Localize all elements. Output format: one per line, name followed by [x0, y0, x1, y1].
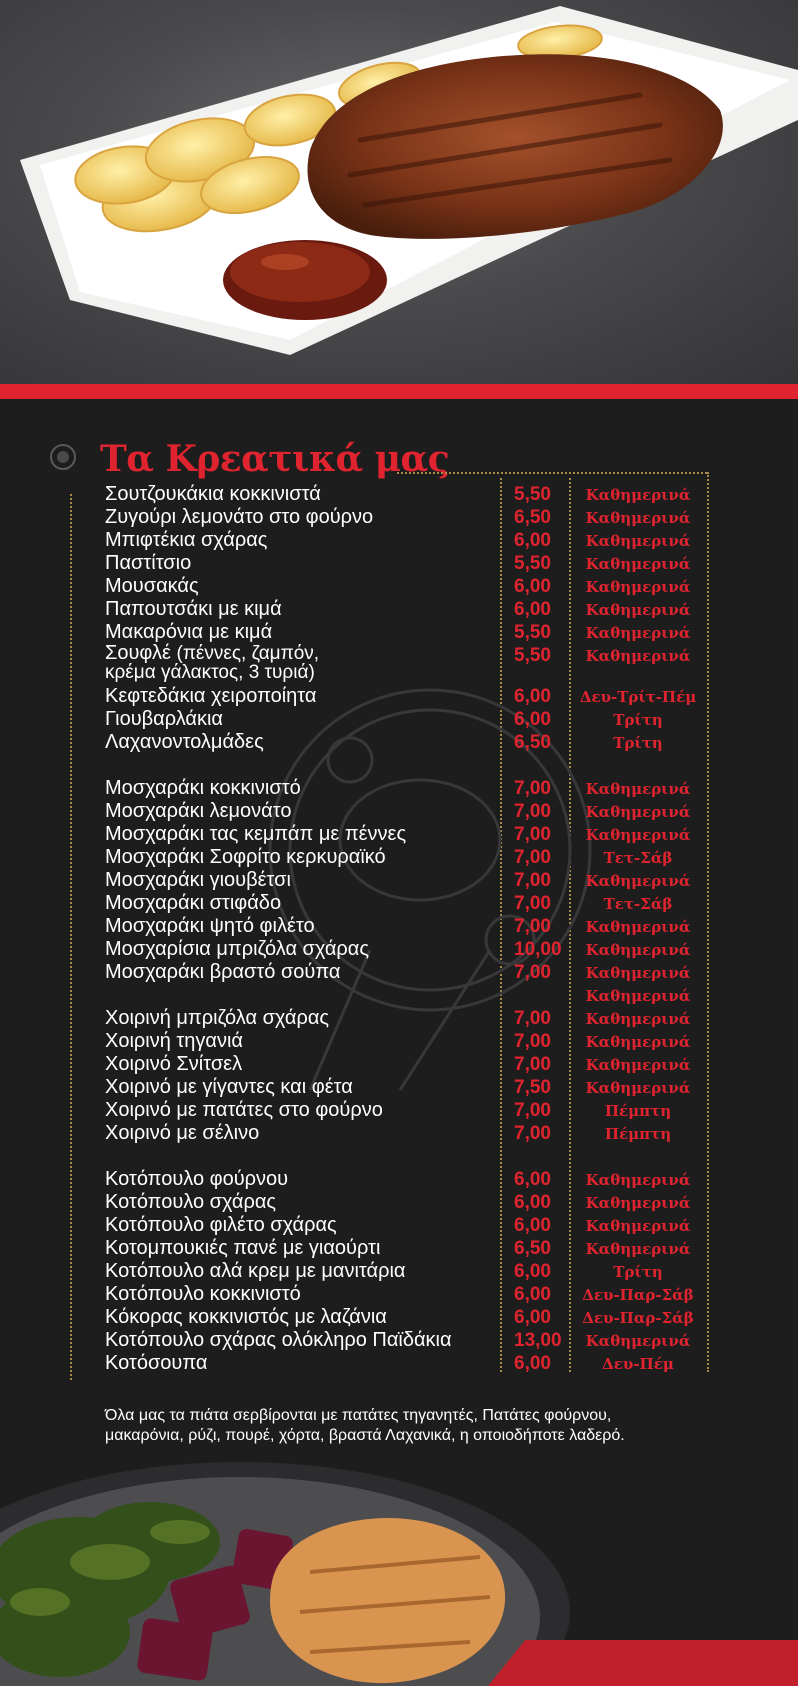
dish-name-text: Μοσχαράκι κοκκινιστό — [105, 777, 301, 799]
dish-name — [105, 846, 386, 869]
top-food-photo — [0, 0, 798, 384]
dish-price: 6,00 — [514, 599, 551, 620]
menu-row — [0, 731, 798, 754]
menu-row — [0, 685, 798, 708]
dish-name — [105, 598, 282, 621]
dish-availability: Καθημερινά — [585, 780, 691, 798]
menu-row — [0, 1329, 798, 1352]
dish-availability: Καθημερινά — [585, 1079, 691, 1097]
dish-price: 7,00 — [514, 1008, 551, 1029]
dish-name-text: Παστίτσιο — [105, 552, 192, 574]
dish-availability: Τετ-Σάβ — [603, 895, 673, 913]
dish-price: 10,00 — [514, 939, 562, 960]
dish-name-text: Κοτόσουπα — [105, 1352, 208, 1374]
dish-availability: Καθημερινά — [585, 555, 691, 573]
bottom-food-photo — [0, 1462, 798, 1686]
dish-price: 6,50 — [514, 732, 551, 753]
dish-price: 6,00 — [514, 530, 551, 551]
dish-availability: Καθημερινά — [585, 578, 691, 596]
dish-name — [105, 1237, 380, 1260]
dish-name — [105, 892, 281, 915]
menu-row — [0, 1076, 798, 1099]
dish-name-text: Κοτόπουλο φούρνου — [105, 1168, 289, 1190]
dish-price: 7,00 — [514, 778, 551, 799]
dish-name-text: Κοτομπουκιές πανέ με γιαούρτι — [105, 1237, 381, 1259]
dish-name — [105, 621, 272, 644]
menu-row — [0, 529, 798, 552]
menu-row — [0, 1191, 798, 1214]
dish-name — [105, 777, 301, 800]
dish-name-text: Μοσχαράκι γιουβέτσι — [105, 869, 291, 891]
dish-name-text: Ζυγούρι λεμονάτο στο φούρνο — [105, 506, 374, 528]
dish-name — [105, 1329, 452, 1352]
dish-name-text: Κοτόπουλο κοκκινιστό — [105, 1283, 301, 1305]
dish-name — [105, 1053, 242, 1076]
dish-price: 6,00 — [514, 709, 551, 730]
menu-row — [0, 1007, 798, 1030]
dish-name — [105, 506, 373, 529]
dish-availability: Πέμπτη — [604, 1125, 672, 1143]
menu-row — [0, 938, 798, 961]
plate-icon — [50, 444, 76, 470]
dish-availability: Καθημερινά — [585, 803, 691, 821]
dish-name-text: Κεφτεδάκια χειροποίητα — [105, 685, 317, 707]
dish-name-text: Χοιρινό με πατάτες στο φούρνο — [105, 1099, 383, 1121]
dish-price: 7,00 — [514, 1100, 551, 1121]
dish-price: 7,00 — [514, 962, 551, 983]
dish-availability: Καθημερινά — [585, 987, 691, 1005]
dish-name-text: Σουτζουκάκια κοκκινιστά — [105, 483, 321, 505]
dish-availability: Πέμπτη — [604, 1102, 672, 1120]
dish-availability: Καθημερινά — [585, 1194, 691, 1212]
dish-name-text: Μουσακάς — [105, 575, 199, 597]
dish-price: 7,00 — [514, 916, 551, 937]
menu-row — [0, 961, 798, 984]
dish-name-text: Κοτόπουλο αλά κρεμ με μανιτάρια — [105, 1260, 406, 1282]
menu-row — [0, 552, 798, 575]
menu-row — [0, 621, 798, 644]
menu-row — [0, 869, 798, 892]
menu-row — [0, 777, 798, 800]
dish-note-line-2: κρέμα γάλακτος, 3 τυριά) — [105, 662, 315, 683]
menu-row — [0, 483, 798, 506]
dish-price: 6,00 — [514, 1215, 551, 1236]
dish-name-text: Μοσχαράκι στιφάδο — [105, 892, 282, 914]
dish-name — [105, 1122, 259, 1145]
dish-name — [105, 1283, 301, 1306]
dish-name — [105, 708, 223, 731]
menu-row — [0, 1053, 798, 1076]
dish-availability: Καθημερινά — [585, 532, 691, 550]
dish-name-text: Μοσχαρίσια μπριζόλα σχάρας — [105, 938, 370, 960]
dish-availability: Καθημερινά — [585, 1010, 691, 1028]
dish-price: 6,00 — [514, 686, 551, 707]
dish-name-text: Χοιρινό Σνίτσελ — [105, 1053, 243, 1075]
dish-name — [105, 1007, 329, 1030]
dish-price: 6,00 — [514, 1307, 551, 1328]
dish-price: 6,50 — [514, 507, 551, 528]
dish-availability: Τρίτη — [613, 734, 663, 752]
dish-name — [105, 961, 340, 984]
dish-price: 7,00 — [514, 1031, 551, 1052]
dish-name — [105, 685, 316, 708]
dish-name-text: Μοσχαράκι τας κεμπάπ με πέννες — [105, 823, 407, 845]
dish-price: 6,00 — [514, 1192, 551, 1213]
dish-price: 7,00 — [514, 1054, 551, 1075]
dish-availability: Δευ-Πέμ — [602, 1355, 674, 1373]
dish-name-text: Κοτόπουλο φιλέτο σχάρας — [105, 1214, 337, 1236]
pork-chop-plate-illustration — [0, 0, 798, 384]
dish-name-text: Σουφλέ — [105, 642, 171, 664]
dish-name-text: Παπουτσάκι με κιμά — [105, 598, 282, 620]
dish-name-text: Γιουβαρλάκια — [105, 708, 223, 730]
dish-price: 6,00 — [514, 1284, 551, 1305]
menu-row — [0, 892, 798, 915]
dish-name-text: Χοιρινό με γίγαντες και φέτα — [105, 1076, 353, 1098]
dish-name-text: Κόκορας κοκκινιστός με λαζάνια — [105, 1306, 387, 1328]
dish-price: 6,00 — [514, 1169, 551, 1190]
dish-price: 7,00 — [514, 847, 551, 868]
dish-availability: Καθημερινά — [585, 1217, 691, 1235]
dish-price: 7,00 — [514, 1123, 551, 1144]
dish-name-text: Μοσχαράκι λεμονάτο — [105, 800, 292, 822]
dish-price: 7,00 — [514, 893, 551, 914]
dish-price: 6,00 — [514, 1261, 551, 1282]
dish-name-text: Μακαρόνια με κιμά — [105, 621, 273, 643]
dish-price: 5,50 — [514, 484, 551, 505]
menu-row — [0, 1352, 798, 1375]
dish-availability: Καθημερινά — [585, 647, 691, 665]
dish-name — [105, 823, 406, 846]
menu-row — [0, 1283, 798, 1306]
dish-availability: Τετ-Σάβ — [603, 849, 673, 867]
dish-availability: Τρίτη — [613, 711, 663, 729]
dish-name — [105, 938, 369, 961]
dish-price: 6,00 — [514, 1353, 551, 1374]
dish-availability: Δευ-Παρ-Σάβ — [582, 1309, 694, 1327]
dish-availability: Καθημερινά — [585, 601, 691, 619]
menu-row — [0, 642, 798, 683]
menu-row — [0, 984, 798, 1007]
dish-price: 7,00 — [514, 801, 551, 822]
dish-availability: Καθημερινά — [585, 941, 691, 959]
dish-name — [105, 483, 321, 506]
dish-name-text: Χοιρινή τηγανιά — [105, 1030, 243, 1052]
dish-name-text: Χοιρινή μπριζόλα σχάρας — [105, 1007, 330, 1029]
dish-name — [105, 529, 267, 552]
dish-price: 5,50 — [514, 553, 551, 574]
dish-name-text: Μοσχαράκι βραστό σούπα — [105, 961, 341, 983]
footnote-line-1: Όλα μας τα πιάτα σερβίρονται με πατάτες τηγανητές, Πατάτες φούρνου, — [105, 1407, 612, 1424]
dish-price: 7,50 — [514, 1077, 551, 1098]
dish-price: 6,50 — [514, 1238, 551, 1259]
dish-name — [105, 1260, 405, 1283]
menu-row — [0, 708, 798, 731]
section-title: Τα Κρεατικά μας — [100, 438, 450, 480]
menu-row — [0, 1260, 798, 1283]
dish-name-text: Χοιρινό με σέλινο — [105, 1122, 260, 1144]
dish-price: 13,00 — [514, 1330, 562, 1351]
menu-row — [0, 1306, 798, 1329]
dish-note: (πέννες, ζαμπόν, — [176, 643, 320, 664]
dish-name-text: Κοτόπουλο σχάρας ολόκληρο Παϊδάκια — [105, 1329, 452, 1351]
dish-name — [105, 1030, 243, 1053]
dish-availability: Καθημερινά — [585, 918, 691, 936]
dish-price: 7,00 — [514, 824, 551, 845]
dish-name — [105, 1352, 207, 1375]
footnote-line-2: μακαρόνια, ρύζι, πουρέ, χόρτα, βραστά Λαχανικά, η οποιοδήποτε λαδερό. — [105, 1427, 625, 1444]
dotted-divider-top — [397, 472, 707, 474]
dish-name — [105, 552, 191, 575]
dish-name — [105, 1191, 276, 1214]
dish-name-text: Λαχανοντολμάδες — [105, 731, 264, 753]
dish-availability: Καθημερινά — [585, 1033, 691, 1051]
dish-availability: Καθημερινά — [585, 1332, 691, 1350]
dish-name-text: Μπιφτέκια σχάρας — [105, 529, 268, 551]
dish-availability: Καθημερινά — [585, 1240, 691, 1258]
dish-availability: Καθημερινά — [585, 826, 691, 844]
dish-price: 7,00 — [514, 870, 551, 891]
dish-name-text: Μοσχαράκι Σοφρίτο κερκυραϊκό — [105, 846, 386, 868]
dish-availability: Καθημερινά — [585, 964, 691, 982]
dish-availability: Καθημερινά — [585, 1171, 691, 1189]
dish-name-text: Κοτόπουλο σχάρας — [105, 1191, 277, 1213]
dish-availability: Καθημερινά — [585, 509, 691, 527]
dish-price: 5,50 — [514, 645, 551, 666]
dish-name — [105, 644, 319, 682]
dish-name — [105, 869, 291, 892]
menu-row — [0, 800, 798, 823]
dish-name — [105, 800, 291, 823]
menu-row — [0, 598, 798, 621]
dish-availability: Καθημερινά — [585, 486, 691, 504]
menu-row — [0, 1122, 798, 1145]
dish-price: 5,50 — [514, 622, 551, 643]
dish-name — [105, 1214, 337, 1237]
red-band-top — [0, 384, 798, 399]
dish-name — [105, 1306, 387, 1329]
menu-row — [0, 1168, 798, 1191]
dish-availability: Καθημερινά — [585, 872, 691, 890]
menu-row — [0, 506, 798, 529]
red-band-bottom — [488, 1640, 798, 1686]
menu-row — [0, 823, 798, 846]
menu-row — [0, 915, 798, 938]
dish-name — [105, 1099, 383, 1122]
footnote — [105, 1406, 705, 1446]
dish-name — [105, 915, 315, 938]
dish-name-text: Μοσχαράκι ψητό φιλέτο — [105, 915, 315, 937]
dish-name — [105, 731, 264, 754]
dish-availability: Δευ-Παρ-Σάβ — [582, 1286, 694, 1304]
dish-price: 6,00 — [514, 576, 551, 597]
menu-row — [0, 1237, 798, 1260]
dish-name — [105, 1076, 353, 1099]
dish-name — [105, 575, 199, 598]
menu-row — [0, 1099, 798, 1122]
menu-row — [0, 575, 798, 598]
dish-availability: Καθημερινά — [585, 1056, 691, 1074]
dish-name — [105, 1168, 288, 1191]
dish-availability: Καθημερινά — [585, 624, 691, 642]
menu-row — [0, 1214, 798, 1237]
dish-availability: Τρίτη — [613, 1263, 663, 1281]
menu-row — [0, 1030, 798, 1053]
dish-availability: Δευ-Τρίτ-Πέμ — [579, 688, 697, 706]
menu-row — [0, 846, 798, 869]
